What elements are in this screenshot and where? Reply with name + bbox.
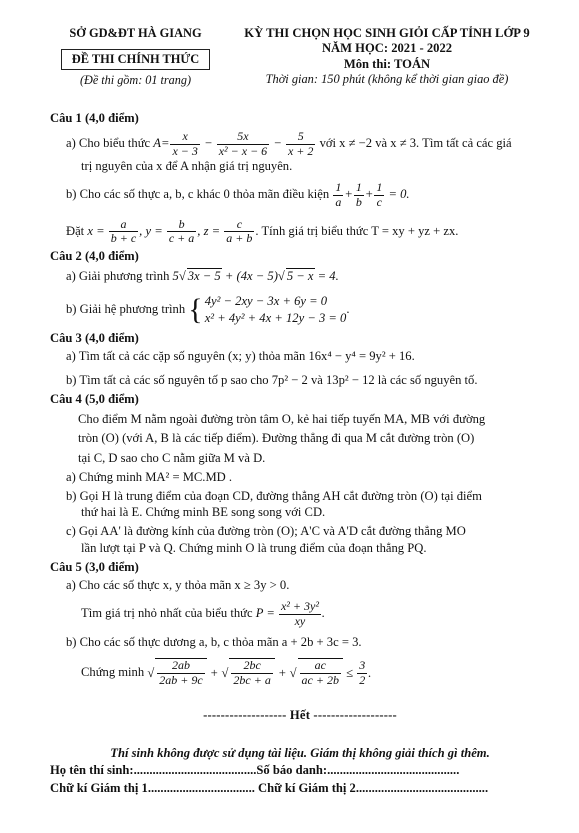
question-2-title: Câu 2 (4,0 điểm) [50,249,139,264]
q2b-system: 4y² − 2xy − 3x + 6y = 0 x² + 4y² + 4x + 12y − 3 = 0 [204,293,347,325]
organization: SỞ GD&ĐT HÀ GIANG [69,26,202,40]
q5b-formula: √ $\frac{2ab}{2ab + 9c}$ + √ $\frac{2bc}{2bc + a}$ + √ $\frac{ac}{ac + 2b}$ ≤ $\frac{3}{2}$ . [147,658,372,688]
q4c-1: c) Gọi AA' là đường kính của đường tròn (O); A'C và A'D cắt đường thẳng MO [66,524,466,539]
q4-intro-1: Cho điểm M nằm ngoài đường tròn tâm O, kẻ hai tiếp tuyến MA, MB với đường [78,411,486,426]
subject: Môn thi: TOÁN [343,56,431,71]
q4a: a) Chứng minh MA² = MC.MD . [66,469,233,484]
header-right [228,26,546,87]
q1b-part2 [66,218,550,247]
q2a [66,268,550,285]
time-limit: Thời gian: 150 phút (không kể thời gian giao đề) [265,72,509,87]
question-4-title: Câu 4 (5,0 điểm) [50,391,139,406]
q3a: a) Tìm tất cả các cặp số nguyên (x; y) thỏa mãn 16x⁴ − y⁴ = 9y² + 16. [66,349,415,364]
q2a-prefix: a) Giải phương trình [66,268,170,283]
q1a [66,130,550,159]
q1a-continued: trị nguyên của x để A nhận giá trị nguyên. [81,159,293,174]
question-3-title: Câu 3 (4,0 điểm) [50,330,139,345]
proctor-line: Chữ kí Giám thị 1.................................. Chữ kí Giám thị 2.......................................... [50,781,489,796]
q5b-prefix: Chứng minh [81,665,145,680]
candidate-line: Họ tên thí sinh:.......................................Số báo danh:.......................................... [50,763,460,778]
q3b: b) Tìm tất cả các số nguyên tố p sao cho 7p² − 2 và 13p² − 12 là các số nguyên tố. [66,373,478,388]
end-marker: ------------------- Hết ------------------- [203,707,397,722]
q1b-set-suffix: . Tính giá trị biểu thức T = xy + yz + zx. [255,223,459,238]
q5a-prefix: Tìm giá trị nhỏ nhất của biểu thức [81,606,253,621]
q4b-1: b) Gọi H là trung điểm của đoạn CD, đường thẳng AH cắt đường tròn (O) tại điểm [66,488,482,503]
official-badge: ĐỀ THI CHÍNH THỨC [61,49,211,71]
q2a-formula: 5√ 3x − 5 + (4x − 5)√ 5 − x = 4. [172,268,339,283]
q5a-part2 [81,600,550,629]
system-brace: { [188,292,203,326]
q1b-set-formula: x = $\frac{a}{b + c}$ , y = $\frac{b}{c + a}$ , z = $\frac{c}{a + b}$ [87,216,253,246]
q5b: b) Cho các số thực dương a, b, c thỏa mãn a + 2b + 3c = 3. [66,634,362,649]
q5a: a) Cho các số thực x, y thỏa mãn x ≥ 3y > 0. [66,578,290,593]
q4b-2: thứ hai là E. Chứng minh BE song song với CD. [81,505,326,520]
q2b-prefix: b) Giải hệ phương trình [66,301,186,316]
page-count: (Đề thi gồm: 01 trang) [79,73,192,87]
exam-content [50,108,550,797]
question-5-title: Câu 5 (3,0 điểm) [50,559,139,574]
header-left [48,26,223,88]
q1b [66,181,550,210]
q1a-prefix: a) Cho biểu thức [66,135,151,150]
q1b-prefix: b) Cho các số thực a, b, c khác 0 thỏa mãn điều kiện [66,187,330,202]
q4-intro-3: tại C, D sao cho C nằm giữa M và D. [78,451,266,466]
q4c-2: lần lượt tại P và Q. Chứng minh O là trung điểm của đoạn thẳng PQ. [81,540,427,555]
q1a-formula: A= $\frac{x}{x - 3}$ − $\frac{5x}{\text{x² − x − 6}}$ − $\frac{5}{x + 2}$ [153,128,314,158]
q2b: b) Giải hệ phương trình { 4y² − 2xy − 3x + 6y = 0 x² + 4y² + 4x + 12y − 3 = 0. [66,292,350,326]
q4-intro-2: tròn (O) (với A, B là các tiếp điểm). Đường thẳng đi qua M cắt đường tròn (O) [78,431,475,446]
q1b-formula: $\frac{1}{a}$ + $\frac{1}{b}$ + $\frac{1}{c}$ = 0. [335,180,410,209]
q1b-set-prefix: Đặt [66,223,85,238]
exam-note: Thí sinh không được sử dụng tài liệu. Giám thị không giải thích gì thêm. [110,745,490,760]
exam-title: KỲ THI CHỌN HỌC SINH GIỎI CẤP TỈNH LỚP 9 [244,26,530,40]
school-year: NĂM HỌC: 2021 - 2022 [321,41,453,56]
q5b-part2 [81,658,550,688]
question-1-title: Câu 1 (4,0 điểm) [50,111,139,125]
q5a-formula: P = $\frac{\text{x² + 3y²}}{xy}$ . [255,599,326,628]
q1a-condition: với x ≠ −2 và x ≠ 3. Tìm tất cả các giá [319,135,512,150]
